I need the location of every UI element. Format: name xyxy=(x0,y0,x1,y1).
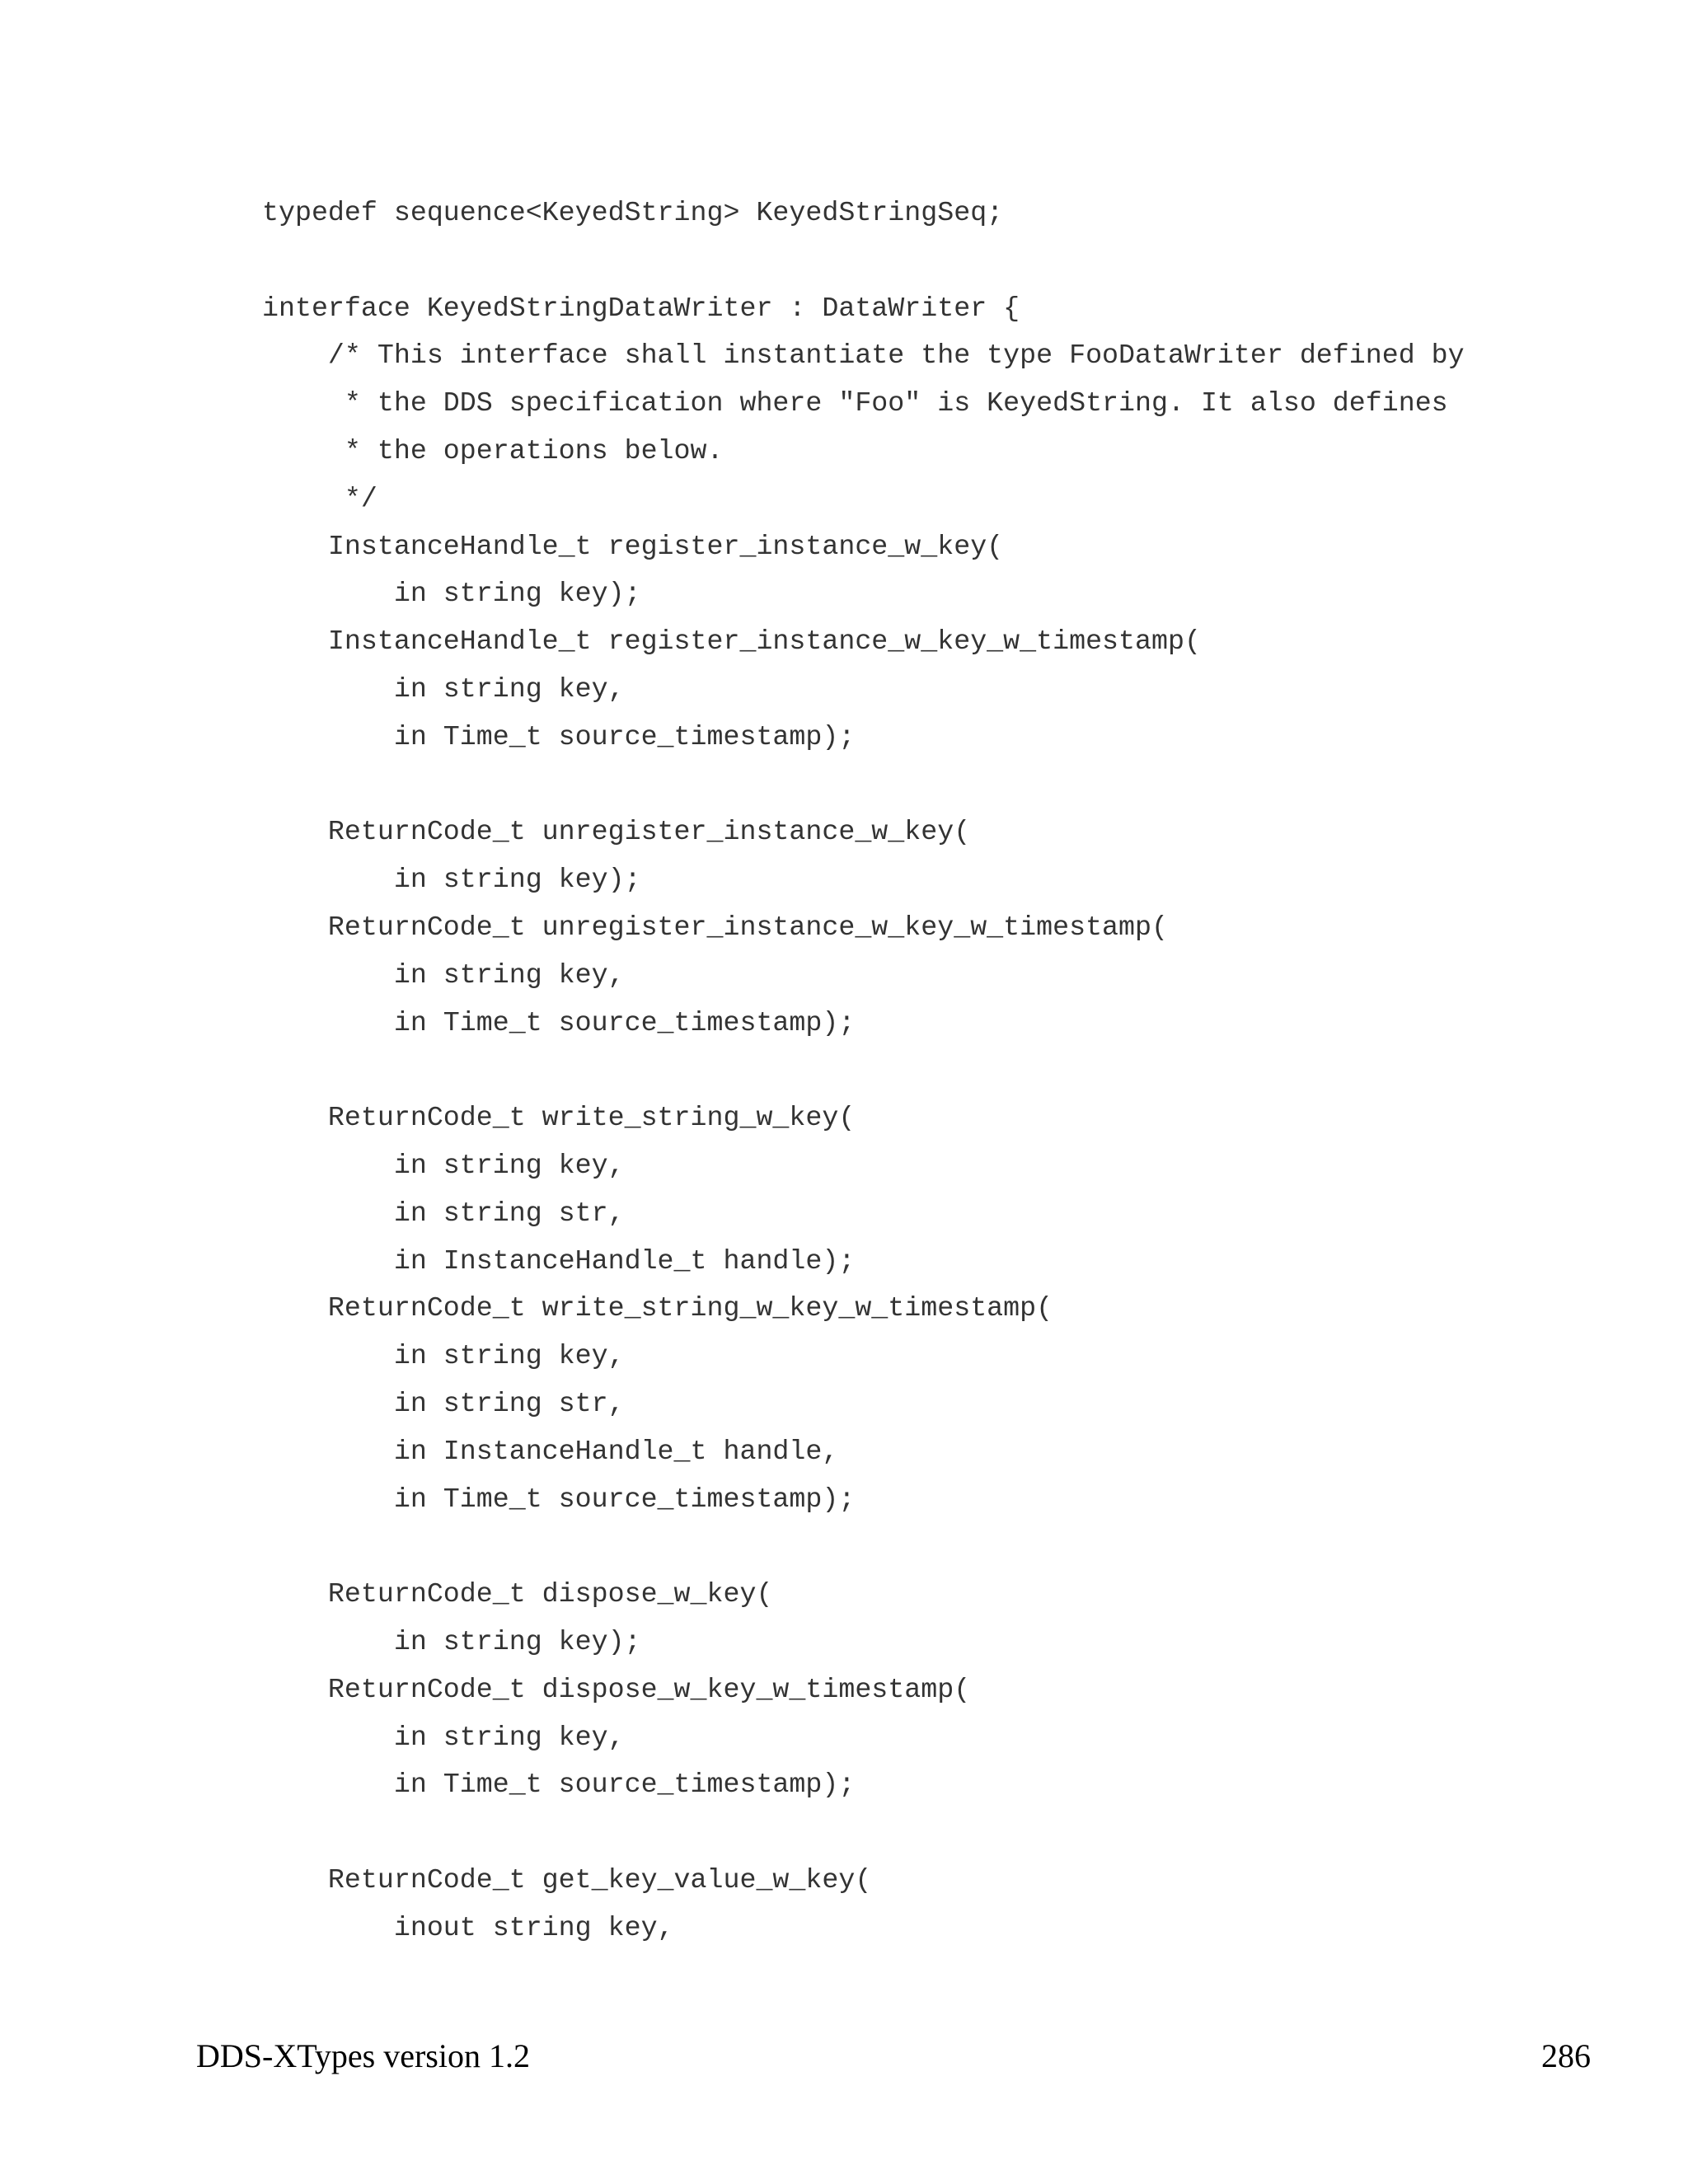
code-line xyxy=(262,237,1581,285)
footer-document-title: DDS-XTypes version 1.2 xyxy=(196,2037,530,2074)
code-line: in string key, xyxy=(262,1340,625,1372)
code-line: ReturnCode_t write_string_w_key( xyxy=(262,1102,856,1134)
code-line: in string str, xyxy=(262,1387,625,1419)
code-line: in string key); xyxy=(262,578,641,610)
code-line: ReturnCode_t get_key_value_w_key( xyxy=(262,1863,872,1896)
code-line: InstanceHandle_t register_instance_w_key( xyxy=(262,530,1004,562)
code-line xyxy=(262,1523,1581,1571)
code-line xyxy=(262,1809,1581,1857)
code-line: in InstanceHandle_t handle, xyxy=(262,1435,839,1467)
code-line: ReturnCode_t unregister_instance_w_key( xyxy=(262,816,971,848)
code-line: typedef sequence<KeyedString> KeyedStringSeq; xyxy=(262,197,1004,228)
code-line: InstanceHandle_t register_instance_w_key_w_timestamp( xyxy=(262,626,1201,658)
code-line: in string key, xyxy=(262,958,625,991)
code-line: in string key); xyxy=(262,1625,641,1657)
code-line: * the DDS specification where "Foo" is KeyedString. It also defines xyxy=(262,387,1448,419)
code-line: */ xyxy=(262,482,377,514)
code-line: ReturnCode_t write_string_w_key_w_timestamp( xyxy=(262,1292,1053,1324)
code-line: in Time_t source_timestamp); xyxy=(262,1483,856,1515)
code-line: in Time_t source_timestamp); xyxy=(262,1006,856,1038)
code-line: ReturnCode_t dispose_w_key_w_timestamp( xyxy=(262,1673,971,1705)
code-listing xyxy=(262,190,1581,1952)
code-line: interface KeyedStringDataWriter : DataWriter { xyxy=(262,292,1020,324)
code-line: in string key); xyxy=(262,864,641,896)
code-line: in InstanceHandle_t handle); xyxy=(262,1244,856,1277)
code-line: * the operations below. xyxy=(262,434,724,466)
code-line: in Time_t source_timestamp); xyxy=(262,720,856,752)
code-line: in string key, xyxy=(262,1149,625,1181)
code-line: /* This interface shall instantiate the type FooDataWriter defined by xyxy=(262,340,1465,372)
code-line: inout string key, xyxy=(262,1911,674,1943)
code-line xyxy=(262,1047,1581,1094)
code-line: ReturnCode_t unregister_instance_w_key_w_timestamp( xyxy=(262,911,1168,943)
code-line: ReturnCode_t dispose_w_key( xyxy=(262,1578,773,1610)
code-line xyxy=(262,762,1581,809)
code-line: in string str, xyxy=(262,1197,625,1229)
code-line: in Time_t source_timestamp); xyxy=(262,1769,856,1801)
code-line: in string key, xyxy=(262,673,625,705)
footer-page-number: 286 xyxy=(1541,2037,1591,2074)
code-line: in string key, xyxy=(262,1721,625,1753)
